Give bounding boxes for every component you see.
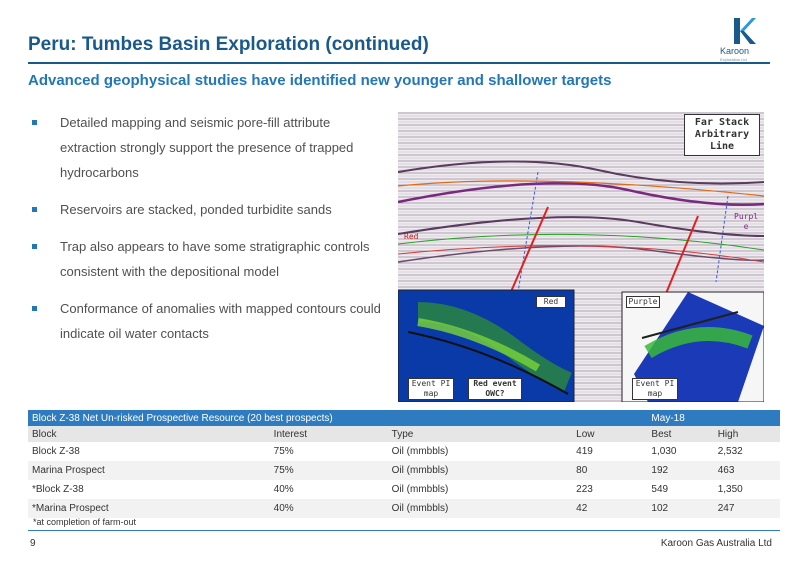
bullet-item: Conformance of anomalies with mapped contours could indicate oil water contacts bbox=[30, 296, 390, 346]
column-header: Block bbox=[28, 426, 270, 442]
column-header: Best bbox=[647, 426, 713, 442]
table-header-row bbox=[28, 426, 780, 442]
page-number: 9 bbox=[30, 538, 36, 549]
resource-table bbox=[28, 410, 780, 518]
table-cell: Block Z-38 bbox=[32, 446, 80, 457]
column-header: Low bbox=[572, 426, 647, 442]
table-cell: Oil (mmbbls) bbox=[388, 461, 573, 480]
table-cell: *Marina Prospect bbox=[28, 499, 270, 518]
table-footnote: *at completion of farm-out bbox=[33, 517, 137, 527]
table-cell: 75% bbox=[273, 446, 294, 457]
table-cell: Oil (mmbbls) bbox=[391, 446, 449, 457]
red-event-owc-label: Red event OWC? bbox=[468, 378, 522, 400]
table-cell: 102 bbox=[647, 499, 713, 518]
table-cell: 1,030 bbox=[651, 446, 677, 457]
table-cell: 419 bbox=[576, 446, 593, 457]
table-cell: 192 bbox=[647, 461, 713, 480]
inset-purple-tag: Purple bbox=[626, 296, 660, 308]
seismic-figure bbox=[398, 112, 764, 402]
page-title: Peru: Tumbes Basin Exploration (continued) bbox=[28, 34, 429, 55]
table-cell: 247 bbox=[714, 499, 780, 518]
event-pi-map-right-label: Event PI map bbox=[632, 378, 678, 400]
column-header: Type bbox=[388, 426, 573, 442]
logo-name: Karoon bbox=[720, 46, 750, 56]
red-horizon-label: Red bbox=[404, 232, 419, 241]
bullet-item: Trap also appears to have some stratigraphic controls consistent with the depositional model bbox=[30, 234, 390, 284]
inset-red-tag: Red bbox=[536, 296, 566, 308]
table-row bbox=[28, 461, 780, 480]
page-subtitle: Advanced geophysical studies have identified new younger and shallower targets bbox=[28, 72, 612, 89]
table-cell: 223 bbox=[576, 484, 593, 495]
column-header: High bbox=[714, 426, 780, 442]
table-row bbox=[28, 480, 780, 499]
purple-horizon-label: Purpl e bbox=[734, 212, 759, 231]
table-cell: Marina Prospect bbox=[28, 461, 270, 480]
table-cell: 2,532 bbox=[717, 446, 743, 457]
bullet-list bbox=[30, 110, 390, 358]
table-cell: 1,350 bbox=[717, 484, 743, 495]
table-cell: 75% bbox=[270, 461, 388, 480]
table-title: Block Z-38 Net Un-risked Prospective Resource (20 best prospects) bbox=[28, 410, 647, 426]
table-row bbox=[28, 499, 780, 518]
table-cell: 463 bbox=[714, 461, 780, 480]
far-stack-label: Far Stack Arbitrary Line bbox=[684, 114, 760, 156]
table-date: May-18 bbox=[647, 410, 780, 426]
table-cell: Oil (mmbbls) bbox=[391, 484, 449, 495]
footer-divider bbox=[28, 530, 780, 531]
table-row bbox=[28, 442, 780, 461]
logo-tagline: Exploration Ltd bbox=[720, 57, 747, 62]
event-pi-map-left-label: Event PI map bbox=[408, 378, 454, 400]
table-cell: 549 bbox=[651, 484, 669, 495]
table-cell: Oil (mmbbls) bbox=[388, 499, 573, 518]
table-cell: 80 bbox=[572, 461, 647, 480]
title-divider bbox=[28, 62, 770, 64]
bullet-item: Detailed mapping and seismic pore-fill attribute extraction strongly support the presence of trapped hydrocarbons bbox=[30, 110, 390, 185]
column-header: Interest bbox=[270, 426, 388, 442]
bullet-item: Reservoirs are stacked, ponded turbidite sands bbox=[30, 197, 390, 222]
table-cell: 40% bbox=[273, 484, 294, 495]
company-name: Karoon Gas Australia Ltd bbox=[660, 538, 772, 549]
table-cell: *Block Z-38 bbox=[32, 484, 84, 495]
table-title-row bbox=[28, 410, 780, 426]
karoon-k-logo-icon bbox=[730, 18, 756, 44]
karoon-logo bbox=[716, 18, 772, 64]
table-cell: 40% bbox=[270, 499, 388, 518]
table-cell: 42 bbox=[572, 499, 647, 518]
